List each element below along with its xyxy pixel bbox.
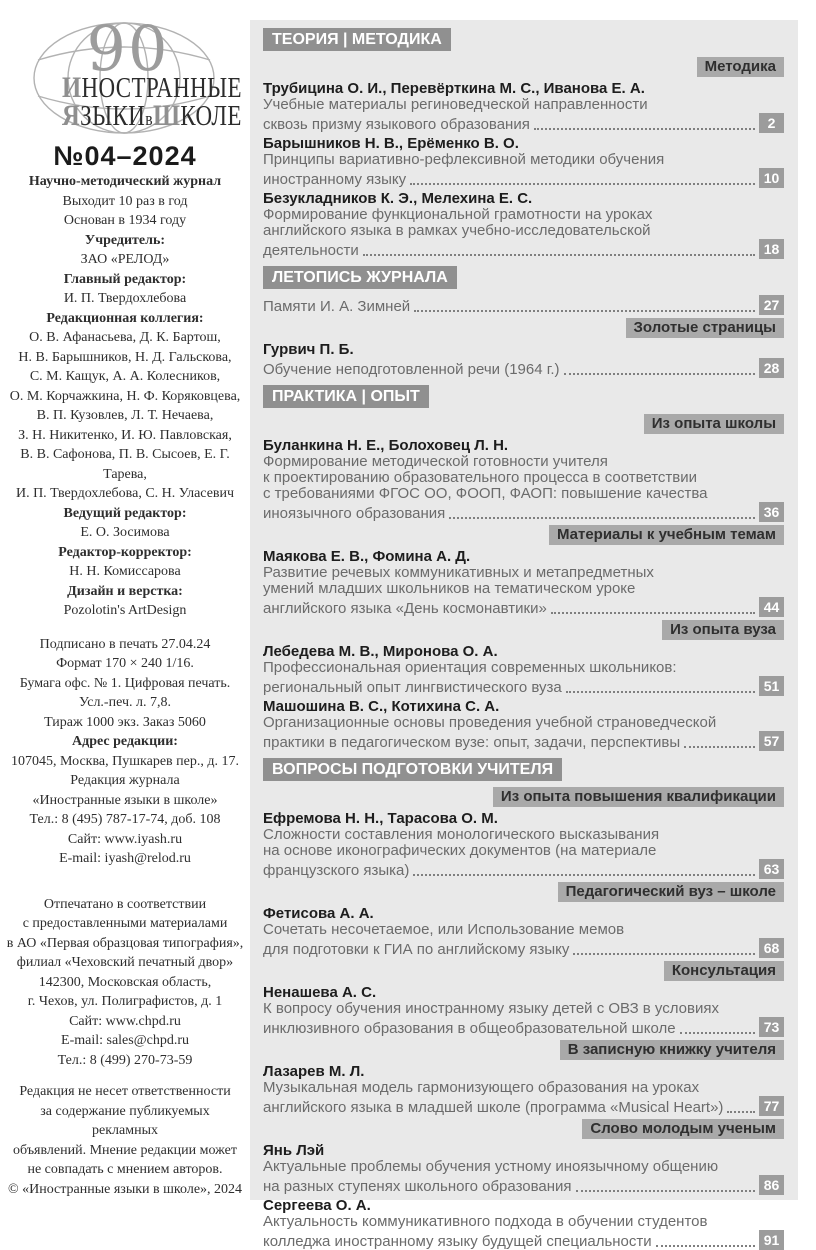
printing-line: E-mail: sales@chpd.ru [61,1033,189,1048]
dotted-leader [551,612,755,614]
masthead-title-line2 [62,99,242,132]
article-title-line: колледжа иностранному языку будущей специальности [263,1233,652,1250]
address-line: Сайт: www.iyash.ru [67,831,183,847]
toc-article [263,698,784,751]
masthead-label: Ведущий редактор: [63,505,187,521]
masthead-value-line: З. Н. Никитенко, И. Ю. Павловская, [18,427,232,443]
dotted-leader [573,953,755,955]
article-title-line: к проектированию образовательного процесса в соответствии [263,469,698,486]
article-title-last-line [263,1017,784,1037]
page-number-badge: 57 [759,731,784,751]
rubric-badge: Материалы к учебным темам [549,525,784,545]
article-title-line: на основе иконографических документов (на материале [263,842,657,859]
journal-subtitle: Научно-методический журнал [28,174,222,189]
toc-article [263,643,784,696]
masthead-label: Учредитель: [84,232,166,248]
imprint-line: Подписано в печать 27.04.24 [39,636,211,652]
article-title-last-line [263,358,784,378]
toc-rubric-row [263,1119,784,1139]
page-number-badge: 63 [759,859,784,879]
dotted-leader [566,691,755,693]
article-title-line: Обучение неподготовленной речи (1964 г.) [263,361,560,378]
masthead-value-line: О. М. Корчажкина, Н. Ф. Коряковцева, [9,388,241,404]
article-title-last-line [263,597,784,617]
toc-article [263,80,784,133]
imprint-block [6,635,244,733]
masthead-block [6,231,244,621]
rubric-badge: Методика [697,57,784,77]
article-title-last-line [263,113,784,133]
toc-article [263,1063,784,1116]
svg-text:ИНОСТРАННЫЕ: ИНОСТРАННЫЕ [62,70,242,104]
page-number-badge: 68 [759,938,784,958]
masthead-label: Редактор-корректор: [58,544,192,560]
dotted-leader [564,373,755,375]
section-header-badge: ЛЕТОПИСЬ ЖУРНАЛА [263,266,457,289]
rubric-badge: В записную книжку учителя [560,1040,784,1060]
toc-article [263,295,784,315]
printing-line: с предоставленными материалами [22,916,228,931]
article-title-line: практики в педагогическом вузе: опыт, задачи, перспективы [263,734,681,751]
left-masthead-column [0,12,250,1199]
article-title-last-line [263,676,784,696]
dotted-leader [410,183,755,185]
article-title-line: Организационные основы проведения учебной страноведческой [263,714,717,731]
toc-article [263,341,784,378]
masthead-value-line: В. В. Сафонова, П. В. Сысоев, Е. Г. Тарева, [20,447,230,482]
article-title-line: иноязычного образования [263,505,446,522]
article-title-line: Памяти И. А. Зимней [263,298,411,315]
imprint-line: Бумага офс. № 1. Цифровая печать. [19,675,231,691]
toc-rubric-row [263,414,784,434]
toc-article [263,1197,784,1250]
page-number-badge: 44 [759,597,784,617]
article-title-line: Формирование методической готовности учителя [263,453,608,470]
article-title-last-line [263,1230,784,1250]
imprint-line: Формат 170 × 240 1/16. [56,656,194,671]
disclaimer-line: Редакция не несет ответственности [19,1084,231,1099]
toc-section-row [263,28,784,51]
disclaimer-block [6,1082,244,1180]
masthead-value-line: В. П. Кузовлев, Л. Т. Нечаева, [36,408,214,423]
editorial-address-block [6,732,244,869]
dotted-leader [534,128,755,130]
toc-article [263,905,784,958]
toc-rubric-row [263,1040,784,1060]
toc-rubric-row [263,525,784,545]
masthead-label: Главный редактор: [63,271,187,287]
article-title-last-line [263,1096,784,1116]
toc-section-row [263,385,784,408]
page-number-badge: 2 [759,113,784,133]
article-title-last-line [263,731,784,751]
printing-line: Тел.: 8 (499) 270-73-59 [57,1052,193,1068]
imprint-line: Усл.-печ. л. 7,8. [79,695,171,710]
address-line: 107045, Москва, Пушкарев пер., д. 17. [11,753,239,769]
printing-line: филиал «Чеховский печатный двор» [16,955,234,970]
dotted-leader [414,310,755,312]
copyright-line: © «Иностранные языки в школе», 2024 [7,1181,243,1197]
dotted-leader [363,254,755,256]
article-title-line: Актуальные проблемы обучения устному иноязычному общению [263,1158,719,1175]
article-title-line: иностранному языку [263,171,407,188]
toc-rubric-row [263,882,784,902]
anniversary-90: 90 [86,12,170,85]
article-title-line: Актуальность коммуникативного подхода в обучении студентов [263,1213,708,1230]
article-title-line: умений младших школьников на тематическом уроке [263,580,636,597]
printing-line: г. Чехов, ул. Полиграфистов, д. 1 [27,994,223,1009]
toc-article [263,1142,784,1195]
article-title-last-line [263,295,784,315]
article-authors: Лебедева М. В., Миронова О. А. [263,643,498,660]
rubric-badge: Слово молодым ученым [582,1119,784,1139]
article-title-line: Сложности составления монологического высказывания [263,826,660,843]
globe-logo-icon [32,12,242,136]
article-authors: Ефремова Н. Н., Тарасова О. М. [263,810,498,827]
toc-rubric-row [263,961,784,981]
printing-line: 142300, Московская область, [38,974,212,990]
masthead-title-line1 [62,71,242,104]
journal-info-line: Выходит 10 раз в год [62,193,188,209]
article-title-last-line [263,168,784,188]
journal-logo [32,12,242,143]
section-header-badge: ВОПРОСЫ ПОДГОТОВКИ УЧИТЕЛЯ [263,758,562,781]
disclaimer-line: объявлений. Мнение редакции может [13,1142,237,1158]
address-lines [6,752,244,869]
article-title-line: Учебные материалы региноведческой направленности [263,96,648,113]
dotted-leader [576,1190,755,1192]
toc-section-row [263,758,784,781]
article-title-line: Формирование функциональной грамотности на уроках [263,206,653,223]
article-authors: Ненашева А. С. [263,984,377,1001]
article-authors: Маякова Е. В., Фомина А. Д. [263,548,471,565]
disclaimer-line: за содержание публикуемых рекламных [40,1103,210,1138]
article-title-line: для подготовки к ГИА по английскому языку [263,941,570,958]
masthead-value-line: Н. Н. Комиссарова [69,564,181,579]
masthead-value-line: Pozolotin's ArtDesign [63,603,187,618]
page-number-badge: 28 [759,358,784,378]
article-authors: Фетисова А. А. [263,905,374,922]
page-number-badge: 91 [759,1230,784,1250]
article-title-line: Развитие речевых коммуникативных и метапредметных [263,564,654,581]
article-title-line: деятельности [263,242,359,259]
imprint-line: Тираж 1000 экз. Заказ 5060 [44,714,206,730]
article-title-line: английского языка в младшей школе (программа «Musical Heart») [263,1099,724,1116]
rubric-badge: Золотые страницы [626,318,784,338]
address-line: Редакция журнала [70,773,180,788]
article-title-last-line [263,1175,784,1195]
section-header-badge: ПРАКТИКА | ОПЫТ [263,385,429,408]
article-title-line: английского языка в рамках учебно-исследовательской [263,222,651,239]
article-title-line: французского языка) [263,862,410,879]
article-title-line: региональный опыт лингвистического вуза [263,679,562,696]
masthead-value-line: И. П. Твердохлебова, С. Н. Уласевич [15,486,235,501]
masthead-label: Дизайн и верстка: [67,583,183,599]
dotted-leader [449,517,755,519]
rubric-badge: Из опыта повышения квалификации [493,787,784,807]
dotted-leader [413,874,755,876]
toc-article [263,984,784,1037]
journal-info [6,192,244,231]
toc-rubric-row [263,57,784,77]
dotted-leader [727,1111,755,1113]
page-number-badge: 77 [759,1096,784,1116]
article-authors: Буланкина Н. Е., Болоховец Л. Н. [263,437,509,454]
journal-info-line: Основан в 1934 году [63,213,187,228]
dotted-leader [680,1032,755,1034]
page-number-badge: 27 [759,295,784,315]
article-authors: Трубицина О. И., Перевёрткина М. С., Иванова Е. А. [263,80,645,97]
address-line: «Иностранные языки в школе» [32,792,218,808]
article-authors: Лазарев М. Л. [263,1063,365,1080]
rubric-badge: Из опыта школы [644,414,784,434]
masthead-value-line: И. П. Твердохлебова [63,291,187,306]
page-number-badge: 73 [759,1017,784,1037]
svg-text:ЯЗЫКИвШКОЛЕ: ЯЗЫКИвШКОЛЕ [62,98,242,132]
toc-article [263,810,784,879]
address-label: Адрес редакции: [72,734,178,749]
page-number-badge: 18 [759,239,784,259]
page-number-badge: 36 [759,502,784,522]
section-header-badge: ТЕОРИЯ | МЕТОДИКА [263,28,451,51]
article-authors: Машошина В. С., Котихина С. А. [263,698,500,715]
toc-rubric-row [263,318,784,338]
article-title-line: сквозь призму языкового образования [263,116,530,133]
address-line: E-mail: iyash@relod.ru [59,851,191,866]
article-title-line: на разных ступенях школьного образования [263,1178,572,1195]
page-number-badge: 51 [759,676,784,696]
dotted-leader [656,1245,755,1247]
article-title-line: Профессиональная ориентация современных школьников: [263,659,677,676]
masthead-value-line: Н. В. Барышников, Н. Д. Гальскова, [18,349,232,365]
page-number-badge: 86 [759,1175,784,1195]
toc-article [263,437,784,522]
rubric-badge: Из опыта вуза [662,620,784,640]
printing-line: Отпечатано в соответствии [43,896,207,912]
article-title-last-line [263,502,784,522]
masthead-label: Редакционная коллегия: [46,310,204,326]
article-title-line: Музыкальная модель гармонизующего образования на уроках [263,1079,700,1096]
article-title-line: инклюзивного образования в общеобразовательной школе [263,1020,676,1037]
toc-section-row [263,266,784,289]
table-of-contents [250,20,798,1250]
disclaimer-line: не совпадать с мнением авторов. [27,1162,223,1177]
article-title-line: К вопросу обучения иностранному языку детей с ОВЗ в условиях [263,1000,719,1017]
article-title-last-line [263,239,784,259]
toc-article [263,190,784,259]
article-title-line: английского языка «День космонавтики» [263,600,547,617]
toc-article [263,548,784,617]
article-title-last-line [263,859,784,879]
article-title-line: с требованиями ФГОС ОО, ФООП, ФАОП: повышение качества [263,485,708,502]
toc-rubric-row [263,787,784,807]
issue-number: №04–2024 [53,140,197,171]
masthead-value-line: С. М. Кащук, А. А. Колесников, [29,369,221,384]
rubric-badge: Педагогический вуз – школе [558,882,784,902]
printing-house-block [6,895,244,1071]
article-authors: Янь Лэй [263,1142,325,1159]
page-number-badge: 10 [759,168,784,188]
article-authors: Безукладников К. Э., Мелехина Е. С. [263,190,533,207]
printing-line: Сайт: www.chpd.ru [69,1013,181,1029]
printing-line: в АО «Первая образцовая типография», [6,935,244,951]
article-title-line: Принципы вариативно-рефлексивной методики обучения [263,151,665,168]
address-line: Тел.: 8 (495) 787-17-74, доб. 108 [29,812,221,827]
toc-article [263,135,784,188]
rubric-badge: Консультация [664,961,784,981]
toc-rubric-row [263,620,784,640]
article-title-line: Сочетать несочетаемое, или Использование мемов [263,921,625,938]
article-authors: Гурвич П. Б. [263,341,354,358]
masthead-value-line: О. В. Афанасьева, Д. К. Бартош, [29,330,221,345]
masthead-value-line: ЗАО «РЕЛОД» [80,252,170,267]
article-authors: Сергеева О. А. [263,1197,371,1214]
dotted-leader [684,746,755,748]
article-authors: Барышников Н. В., Ерёменко В. О. [263,135,519,152]
article-title-last-line [263,938,784,958]
masthead-value-line: Е. О. Зосимова [80,525,170,540]
